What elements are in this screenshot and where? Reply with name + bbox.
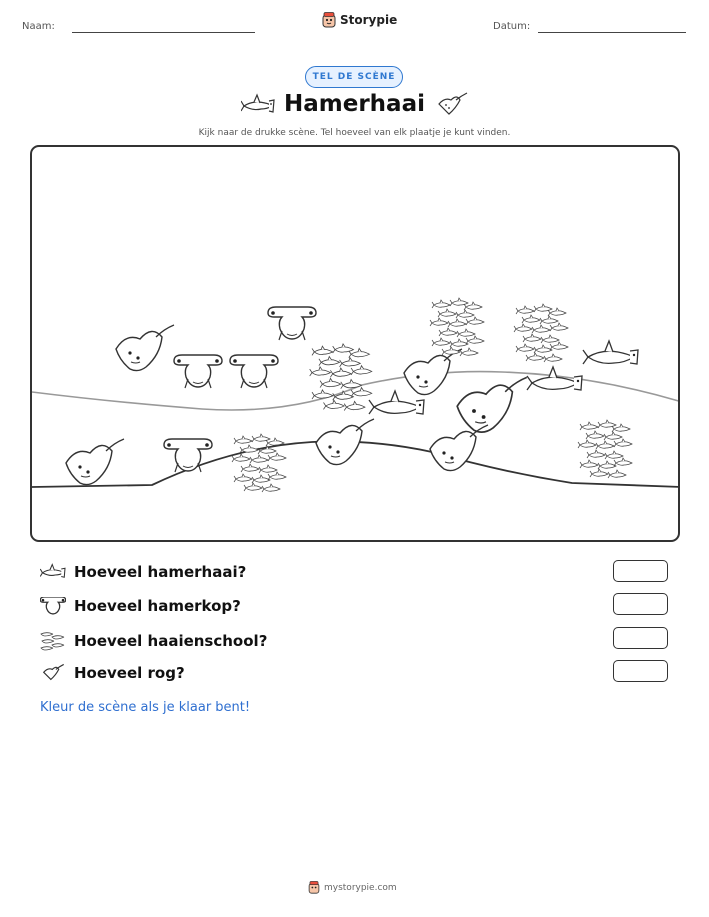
question-text: Hoeveel haaienschool? xyxy=(74,632,268,650)
date-line[interactable] xyxy=(538,32,686,33)
name-label: Naam: xyxy=(22,21,55,32)
hammerhead-head xyxy=(174,355,222,388)
shark-school xyxy=(514,304,568,362)
footer xyxy=(308,881,397,894)
hammerhead-head-icon xyxy=(40,597,66,615)
question-text: Hoeveel rog? xyxy=(74,664,185,682)
question-text: Hoeveel hamerkop? xyxy=(74,597,241,615)
instructions: Kijk naar de drukke scène. Tel hoeveel van elk plaatje je kunt vinden. xyxy=(198,128,511,138)
hammerhead-shark-icon xyxy=(241,92,275,118)
hammerhead-head xyxy=(164,439,212,472)
shark-school xyxy=(578,420,632,478)
brand-name: Storypie xyxy=(340,13,398,27)
question-row-hamerkop xyxy=(40,597,241,615)
activity-badge: TEL DE SCÈNE xyxy=(305,66,403,88)
shark-school xyxy=(430,298,484,356)
counting-scene xyxy=(30,145,680,542)
storypie-mascot-icon xyxy=(308,881,320,894)
stingray xyxy=(66,439,124,485)
question-row-rog xyxy=(40,663,185,683)
shark-school xyxy=(232,434,286,492)
hammerhead-head xyxy=(230,355,278,388)
name-line[interactable] xyxy=(72,32,255,33)
hammerhead-shark xyxy=(583,341,638,364)
shark-school-icon xyxy=(40,631,66,651)
page-title: Hamerhaai xyxy=(284,91,425,117)
hammerhead-shark-icon xyxy=(40,563,66,581)
shark-school xyxy=(310,344,372,411)
stingray xyxy=(457,377,527,432)
coloring-instruction: Kleur de scène als je klaar bent! xyxy=(40,700,251,715)
date-label: Datum: xyxy=(493,21,531,32)
stingray-icon xyxy=(436,91,468,119)
question-row-haaienschool xyxy=(40,631,267,651)
scene-illustration xyxy=(32,147,680,542)
question-text: Hoeveel hamerhaai? xyxy=(74,563,247,581)
answer-box-hamerkop[interactable] xyxy=(613,593,668,615)
answer-box-haaienschool[interactable] xyxy=(613,627,668,649)
answer-box-hamerhaai[interactable] xyxy=(613,560,668,582)
hammerhead-head xyxy=(268,307,316,340)
storypie-mascot-icon xyxy=(322,12,336,28)
answer-box-rog[interactable] xyxy=(613,660,668,682)
stingray-icon xyxy=(40,663,66,683)
hammerhead-shark xyxy=(369,391,424,414)
brand-logo xyxy=(322,12,397,28)
question-row-hamerhaai xyxy=(40,563,246,581)
footer-site[interactable]: mystorypie.com xyxy=(324,882,397,893)
stingray xyxy=(116,325,174,371)
